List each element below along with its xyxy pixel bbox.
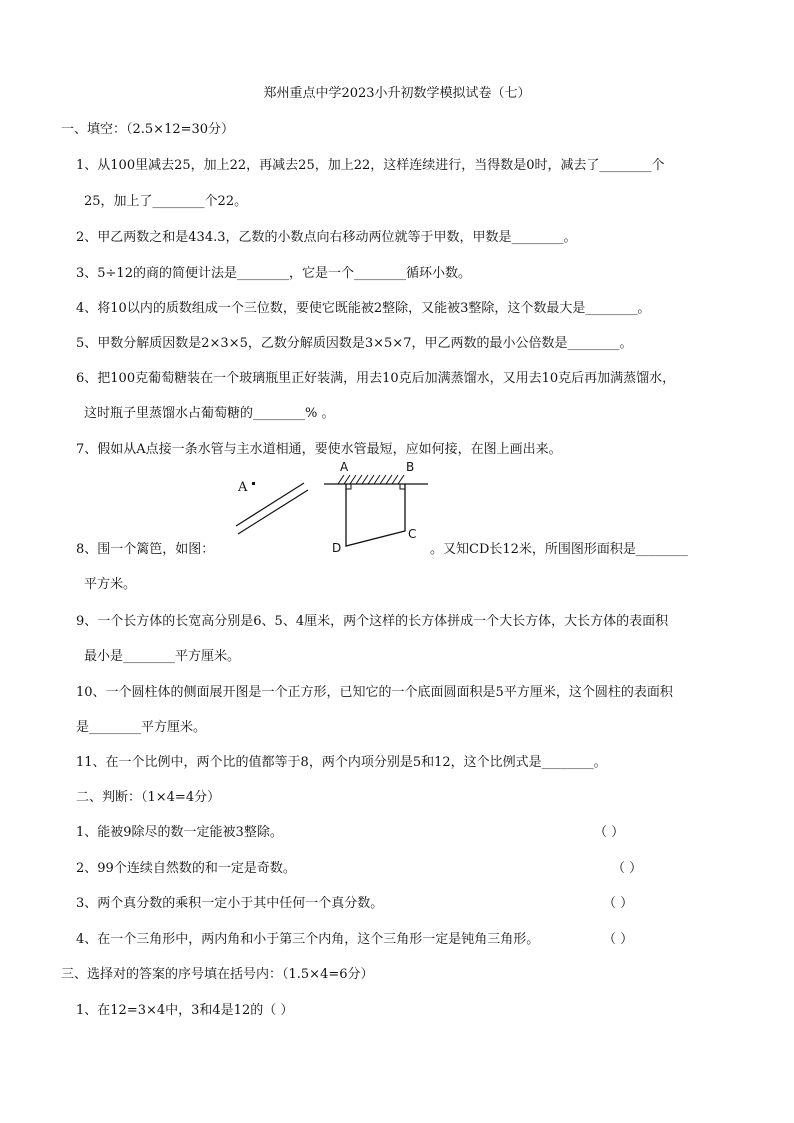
choice-question-1: 1、在12=3×4中，3和4是12的（ ） (76, 1003, 294, 1018)
question-4: 4、将10以内的质数组成一个三位数，要使它既能被2整除，又能被3整除，这个数最大是________。 (76, 301, 651, 316)
right-angle-mark-a (346, 484, 351, 489)
question-6-line-1: 6、把100克葡萄糖装在一个玻璃瓶里正好装满，用去10克后加满蒸馏水，又用去10克后再加满蒸馏水， (76, 371, 676, 386)
wall-hatching (338, 475, 404, 484)
judge-answer-slot-1[interactable]: （ ） (594, 825, 625, 840)
point-a-label: A (238, 480, 248, 495)
section-1-heading: 一、填空：（2.5×12=30分） (61, 122, 235, 137)
point-a-marker (252, 482, 255, 485)
fence-outline (346, 484, 405, 546)
fence-label-b: B (406, 460, 415, 474)
fence-label-a: A (340, 460, 349, 474)
right-angle-mark-b (400, 484, 405, 489)
judge-answer-slot-4[interactable]: （ ） (603, 932, 634, 947)
section-3-heading: 三、选择对的答案的序号填在括号内：（1.5×4=6分） (61, 967, 374, 982)
question-9-line-1: 9、一个长方体的长宽高分别是6、5、4厘米，两个这样的长方体拼成一个大长方体，大长方体的表面积 (76, 614, 669, 629)
question-7: 7、假如从A点接一条水管与主水道相通，要使水管最短，应如何接，在图上画出来。 (76, 442, 562, 457)
question-1-line-2: 25，加上了________个22。 (84, 194, 248, 209)
question-10-line-2: 是________平方厘米。 (76, 720, 207, 735)
question-3: 3、5÷12的商的简便计法是________，它是一个________循环小数。 (76, 266, 471, 281)
fence-figure (322, 458, 432, 556)
question-8-line-2: 平方米。 (84, 577, 137, 592)
question-1-line-1: 1、从100里减去25，加上22，再减去25，加上22，这样连续进行，当得数是0时，减去了________个 (76, 158, 665, 173)
water-main-line-lower (238, 490, 308, 534)
fence-label-d: D (332, 541, 342, 555)
question-10-line-1: 10、一个圆柱体的侧面展开图是一个正方形，已知它的一个底面圆面积是5平方厘米，这个圆柱的表面积 (76, 685, 673, 700)
section-2-heading: 二、判断：（1×4=4分） (76, 790, 221, 805)
fence-label-c: C (408, 527, 417, 541)
water-main-figure (228, 470, 318, 540)
judge-answer-slot-2[interactable]: （ ） (612, 861, 643, 876)
judge-answer-slot-3[interactable]: （ ） (603, 896, 634, 911)
judge-item-4: 4、在一个三角形中，两内角和小于第三个内角，这个三角形一定是钝角三角形。 (76, 932, 540, 947)
question-8-line-1-left: 8、围一个篱笆，如图： (76, 542, 215, 557)
question-8-line-1-right: 。又知CD长12米，所围图形面积是________ (430, 542, 688, 557)
question-5: 5、甲数分解质因数是2×3×5，乙数分解质因数是3×5×7，甲乙两数的最小公倍数是________。 (76, 336, 633, 351)
question-11: 11、在一个比例中，两个比的值都等于8，两个内项分别是5和12，这个比例式是________。 (76, 755, 607, 770)
judge-item-1: 1、能被9除尽的数一定能被3整除。 (76, 825, 283, 840)
question-9-line-2: 最小是________平方厘米。 (84, 649, 241, 664)
judge-item-2: 2、99个连续自然数的和一定是奇数。 (76, 861, 296, 876)
judge-item-3: 3、两个真分数的乘积一定小于其中任何一个真分数。 (76, 896, 384, 911)
question-6-line-2: 这时瓶子里蒸馏水占葡萄糖的________% 。 (84, 406, 335, 421)
question-2: 2、甲乙两数之和是434.3，乙数的小数点向右移动两位就等于甲数，甲数是________。 (76, 230, 577, 245)
page-title: 郑州重点中学2023小升初数学模拟试卷（七） (263, 86, 531, 101)
